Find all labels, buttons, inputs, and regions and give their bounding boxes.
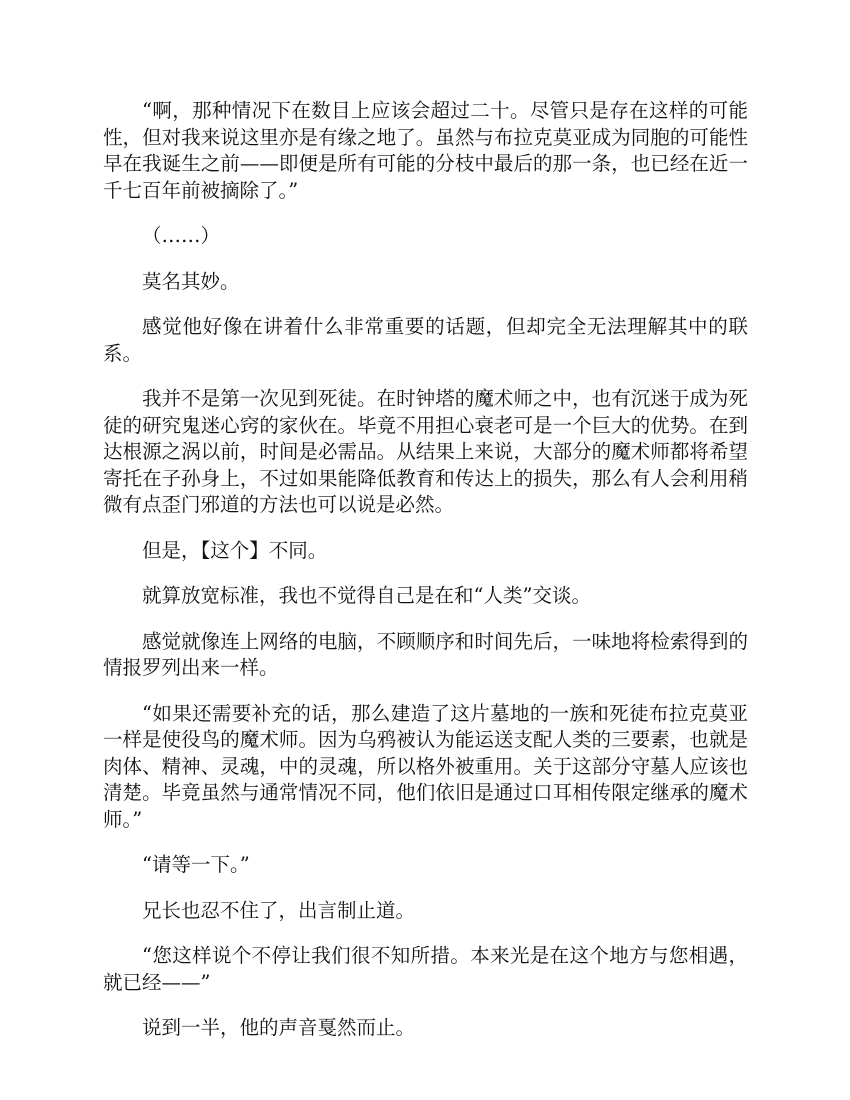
paragraph: 感觉他好像在讲着什么非常重要的话题，但却完全无法理解其中的联系。 [103, 315, 748, 365]
paragraph: “您这样说个不停让我们很不知所措。本来光是在这个地方与您相遇，就已经——” [103, 944, 748, 994]
paragraph: 但是，【这个】不同。 [142, 538, 328, 562]
paragraph: “如果还需要补充的话，那么建造了这片墓地的一族和死徒布拉克莫亚一样是使役鸟的魔术师。因为乌鸦被认为能运送支配人类的三要素，也就是肉体、精神、灵魂，中的灵魂，所以格外被重用。关于这部分守墓人应该也清楚。毕竟虽然与通常情况不同，他们依旧是通过口耳相传限定继承的魔术师。” [103, 701, 748, 831]
paragraph: 我并不是第一次见到死徒。在时钟塔的魔术师之中，也有沉迷于成为死徒的研究鬼迷心窍的家伙在。毕竟不用担心衰老可是一个巨大的优势。在到达根源之涡以前，时间是必需品。从结果上来说，大部分的魔术师都将希望寄托在子孙身上，不过如果能降低教育和传达上的损失，那么有人会利用稍微有点歪门邪道的方法也可以说是必然。 [103, 387, 748, 516]
paragraph: （……） [142, 224, 221, 247]
paragraph: 莫名其妙。 [142, 269, 240, 293]
paragraph: 感觉就像连上网络的电脑，不顾顺序和时间先后，一味地将检索得到的情报罗列出来一样。 [103, 629, 748, 679]
paragraph: 兄长也忍不住了，出言制止道。 [142, 898, 416, 922]
paragraph: 说到一半，他的声音戛然而止。 [142, 1016, 416, 1039]
paragraph: “请等一下。” [142, 853, 250, 876]
paragraph: 就算放宽标准，我也不觉得自己是在和“人类”交谈。 [142, 584, 591, 607]
document-page [103, 98, 748, 1061]
paragraph: “啊，那种情况下在数目上应该会超过二十。尽管只是存在这样的可能性，但对我来说这里亦是有缘之地了。虽然与布拉克莫亚成为同胞的可能性早在我诞生之前——即便是所有可能的分枝中最后的那一条，也已经在近一千七百年前被摘除了。” [103, 99, 748, 202]
